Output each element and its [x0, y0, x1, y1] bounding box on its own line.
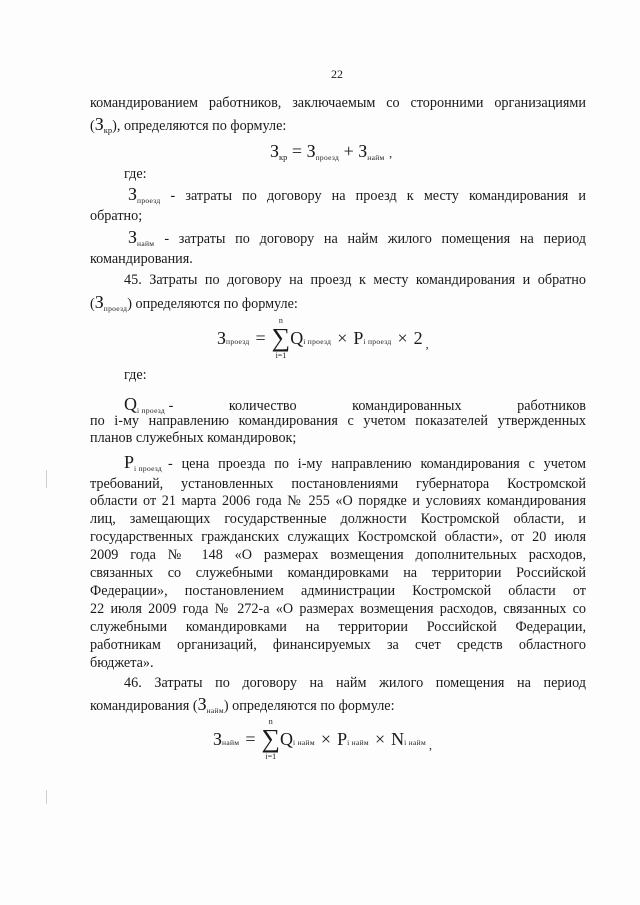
where-label: где: [124, 166, 147, 182]
definition-p-line: 2009 года № 148 «О размерах возмещения дополнительных расходов, [90, 547, 586, 563]
definition-proezd-cont: обратно; [90, 208, 143, 224]
definition-proezd: З проезд - затраты по договору на проезд к месту командирования и [128, 184, 586, 205]
definition-p-line: бюджета». [90, 655, 154, 671]
definition-p-line: служебными командировками на территории Российской Федерации, [90, 619, 586, 635]
definition-p: P i проезд - цена проезда по i-му направлению командирования с учетом [124, 452, 586, 473]
where-label: где: [124, 367, 147, 383]
paragraph-46-line-2: командирования $(З_{найм})$ определяются по формуле: [90, 694, 395, 715]
definition-q-line-2: по i-му направлению командирования с учетом показателей утвержденных [90, 413, 586, 429]
formula-proezd: З проезд = n ∑ i=1 Q i проезд × P i проезд × 2 , [217, 316, 429, 360]
definition-naim-cont: командирования. [90, 251, 193, 267]
sum-symbol: n ∑ i=1 [261, 717, 281, 761]
intro-line-2: $(З_{кр})$, определяются по формуле: [90, 114, 287, 135]
scan-mark [46, 790, 47, 804]
definition-p-line: лиц, замещающих государственные должности Костромской области, и [90, 511, 586, 527]
definition-naim: З найм - затраты по договору на найм жилого помещения на период [128, 227, 586, 248]
sum-symbol: n ∑ i=1 [271, 316, 291, 360]
formula-kr: Зкр = Зпроезд + Знайм , [270, 141, 393, 162]
definition-p-line: работникам организаций, финансируемых за счет средств областного [90, 637, 586, 653]
definition-q: $Q_{i проезд}$ - количество командированных работников [124, 394, 586, 415]
definition-p-line: требований, установленных постановлениями губернатора Костромской [90, 476, 586, 492]
definition-p-line: 22 июля 2009 года № 272-а «О размерах возмещения расходов, связанных со [90, 601, 586, 617]
definition-p-line: связанных со служебными командировками на территории Российской [90, 565, 586, 581]
definition-p-line: государственных гражданских служащих Костромской области», от 20 июля [90, 529, 586, 545]
definition-p-line: области от 21 марта 2006 года № 255 «О порядке и условиях командирования [90, 493, 586, 509]
intro-line-1: командированием работников, заключаемым со сторонними организациями [90, 95, 586, 111]
definition-q-line-3: планов служебных командировок; [90, 430, 297, 446]
paragraph-45-line-2: $(З_{проезд})$ определяются по формуле: [90, 292, 298, 313]
page-number: 22 [331, 67, 343, 81]
paragraph-46-line-1: 46. Затраты по договору на найм жилого помещения на период [124, 675, 586, 691]
definition-p-line: Федерации», постановлением администрации Костромской области от [90, 583, 586, 599]
paragraph-45-line-1: 45. Затраты по договору на проезд к месту командирования и обратно [124, 272, 586, 288]
scan-mark [46, 470, 47, 488]
formula-naim: З найм = n ∑ i=1 Q i найм × P i найм × N i найм , [213, 717, 432, 761]
